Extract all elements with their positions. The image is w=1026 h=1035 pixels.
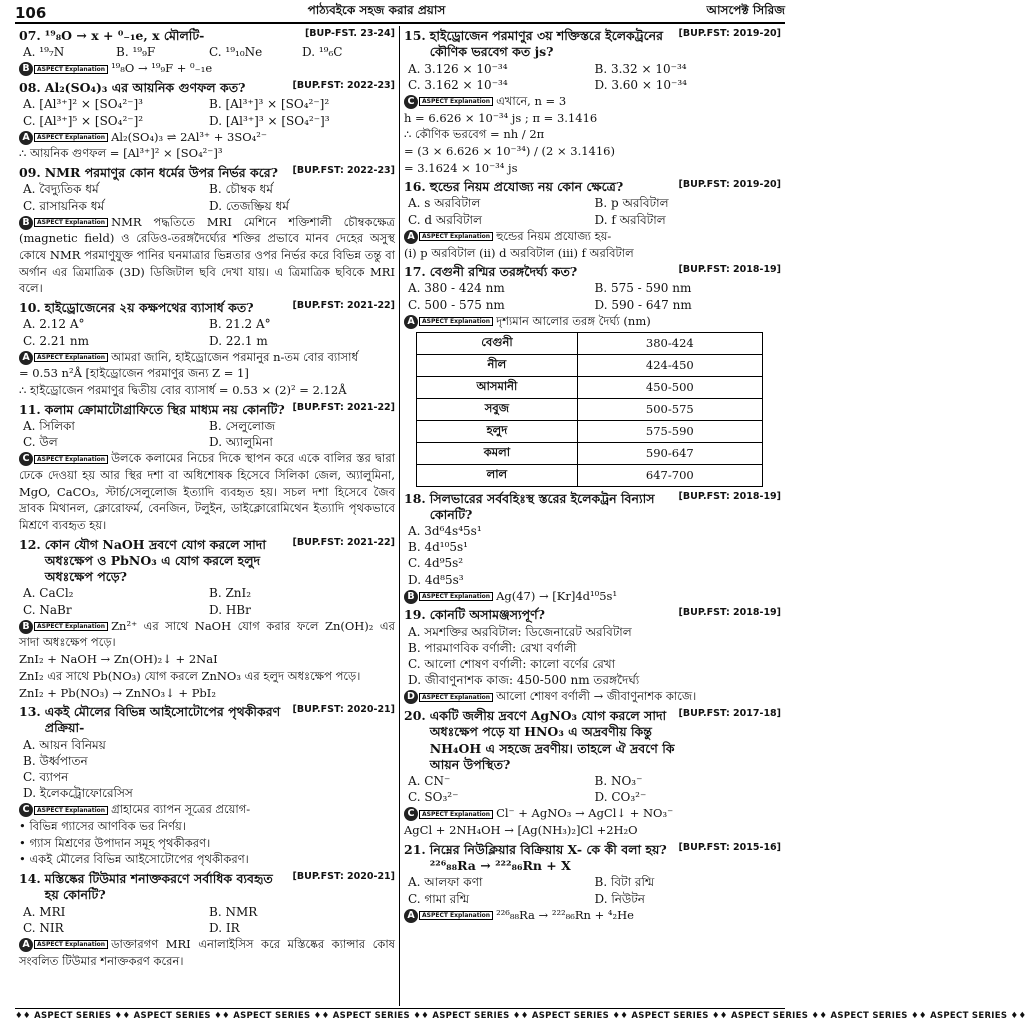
options-grid	[19, 737, 395, 802]
question-header	[404, 28, 781, 61]
explanation-text: উলকে কলামের নিচের দিকে স্থাপন করে একে বালির স্তর দ্বারা ঢেকে দেওয়া হয় আর স্থির দশা বা অধিশোষক হিসেবে সিলিকা জেল, অ্যালুমিনা, MgO, CaCO₃, স্টার্চ/সেলুলোজ ইত্যাদি ব্যবহৃত হয়। সচল দশা হিসেবে জৈব দ্রাবক মিথানল, ক্লোরোফর্ম, বেনজিন, টলুইন, ডাইক্লোরোমিথেন ইত্যাদি পৃথকভাবে মিশ্রণে ব্যবহৃত হয়।	[19, 451, 395, 533]
options-grid	[19, 44, 395, 60]
option-d: D. তেজষ্ক্রিয় ধর্ম	[209, 198, 289, 213]
options-grid	[19, 904, 395, 936]
answer-letter: C	[404, 807, 418, 821]
answer-badge	[404, 230, 493, 244]
answer-badge	[19, 351, 108, 365]
explanation-line: • গ্যাস মিশ্রণের উপাদান সমূহ পৃথকীকরণ।	[19, 835, 211, 850]
aspect-explanation-tag: ASPECT Explanation	[34, 353, 108, 362]
option-b: B. পারমাণবিক বর্ণালী: রেখা বর্ণালী	[408, 640, 577, 655]
exam-code: [BUP.FST: 2022-23]	[292, 165, 395, 177]
question-header	[404, 179, 781, 195]
option-c: C. NIR	[23, 920, 64, 935]
option-d: D. HBr	[209, 602, 251, 617]
question-block	[404, 179, 781, 261]
explanation	[404, 688, 781, 705]
explanation	[404, 313, 781, 330]
question-block	[19, 165, 395, 297]
answer-badge	[404, 95, 493, 109]
explanation-line	[19, 129, 395, 146]
option-b: B. 575 - 590 nm	[594, 281, 692, 296]
exam-code: [BUP.FST: 2018-19]	[678, 264, 781, 276]
option-c: C. ব্যাপন	[23, 770, 69, 785]
question-block	[404, 28, 781, 176]
option-b: B. ¹⁹₉F	[116, 45, 156, 60]
question-header	[19, 704, 395, 737]
question-header	[404, 842, 781, 875]
aspect-explanation-tag: ASPECT Explanation	[34, 65, 108, 74]
range-cell: 500-575	[577, 398, 762, 420]
color-cell: নীল	[417, 354, 578, 376]
explanation-text: Al₂(SO₄)₃ ⇌ 2Al³⁺ + 3SO₄²⁻	[111, 129, 267, 144]
page	[15, 0, 1026, 1035]
range-cell: 647-700	[577, 464, 762, 486]
option-a: A. 380 - 424 nm	[408, 281, 505, 296]
aspect-explanation-tag: ASPECT Explanation	[34, 622, 108, 631]
explanation-line: (i) p অরবিটাল (ii) d অরবিটাল (iii) f অরবিটাল	[404, 245, 634, 260]
explanation-line: = 0.53 n²Å [হাইড্রোজেন পরমাণুর জন্য Z = 1]	[19, 366, 249, 381]
aspect-explanation-tag: ASPECT Explanation	[419, 693, 493, 702]
question-number: 20.	[404, 708, 426, 724]
option-a: A. বৈদ্যুতিক ধর্ম	[23, 182, 99, 197]
option-a: A. 3d⁶4s⁴5s¹	[408, 524, 482, 538]
explanation-text: Ag(47) → [Kr]4d¹⁰5s¹	[496, 588, 618, 603]
question-header	[19, 402, 395, 418]
option-d: D. নিউটন	[594, 891, 645, 906]
explanation-line: ∴ হাইড্রোজেন পরমাণুর দ্বিতীয় বোর ব্যাসার্ধ = 0.53 × (2)² = 2.12Å	[19, 383, 347, 398]
option-b: B. চৌম্বক ধর্ম	[209, 182, 273, 197]
option-b: B. 4d¹⁰5s¹	[408, 540, 468, 555]
color-cell: বেগুনী	[417, 332, 578, 354]
table-row	[417, 442, 763, 464]
question-text: ¹⁹₈O → x + ⁰₋₁e, x মৌলটি-	[44, 28, 205, 43]
answer-badge	[19, 62, 108, 76]
explanation-line	[19, 801, 395, 818]
option-d: D. 22.1 m	[209, 333, 268, 348]
range-cell: 575-590	[577, 420, 762, 442]
option-d: D. 3.60 × 10⁻³⁴	[594, 77, 687, 92]
explanation-text: আমরা জানি, হাইড্রোজেন পরমানুর n-তম বোর ব্যাসার্ধ	[111, 349, 358, 364]
options-grid	[404, 195, 781, 227]
option-c: C. রাসায়নিক ধর্ম	[23, 198, 105, 213]
color-cell: লাল	[417, 464, 578, 486]
question-header	[19, 165, 395, 181]
explanation	[404, 93, 781, 176]
question-block	[19, 704, 395, 868]
explanation-line: ZnI₂ এর সাথে Pb(NO₃) যোগ করলে ZnNO₃ এর হলুদ অধঃক্ষেপ পড়ে।	[19, 668, 361, 683]
answer-badge	[19, 803, 108, 817]
explanation-text: NMR পদ্ধতিতে MRI মেশিনে শক্তিশালী চৌম্বকক্ষেত্র (magnetic field) ও রেডিও-তরঙ্গদৈর্ঘ্যের শক্তির প্রভাবে মানব দেহের অসুস্থ কোষে NMR পরমাণুযুক্ত পানির ঘনমাত্রার ভিন্নতার ওপর নির্ভর করে বিভিন্ন তন্তু বা অর্গান এর ত্রিমাত্রিক (3D) ডিজিটাল ছবি দেখা যায়। এ ত্রিমাত্রিক ছবিকে MRI বলে।	[19, 214, 395, 296]
explanation	[404, 907, 781, 924]
explanation	[404, 588, 781, 605]
answer-badge	[19, 938, 108, 952]
question-block	[404, 491, 781, 605]
question-block	[19, 300, 395, 399]
option-d: D. ইলেকট্রোফোরেসিস	[23, 786, 133, 801]
option-c: C. NaBr	[23, 602, 72, 617]
options-grid	[404, 874, 781, 906]
option-a: A. আলফা কণা	[408, 875, 483, 890]
question-text: নিম্নের নিউক্লিয়ার বিক্রিয়ায় X- কে কী বলা হয়? ²²⁶₈₈Ra → ²²²₈₆Rn + X	[429, 841, 667, 874]
options-grid	[19, 316, 395, 348]
question-text: একই মৌলের বিভিন্ন আইসোটোপের পৃথকীকরণ প্রক্রিয়া-	[44, 704, 281, 736]
exam-code: [BUP.FST: 2020-21]	[292, 871, 395, 883]
answer-letter: A	[404, 315, 418, 329]
color-cell: সবুজ	[417, 398, 578, 420]
option-c: C. 3.162 × 10⁻³⁴	[408, 77, 508, 92]
color-cell: আসমানী	[417, 376, 578, 398]
wavelength-table	[416, 332, 763, 487]
explanation-text: Cl⁻ + AgNO₃ → AgCl↓ + NO₃⁻	[496, 806, 674, 821]
options-grid	[19, 418, 395, 450]
question-number: 08.	[19, 80, 41, 96]
question-text: একটি জলীয় দ্রবণে AgNO₃ যোগ করলে সাদা অধঃক্ষেপ পড়ে যা HNO₃ এ অদ্রবণীয় কিন্তু NH₄OH এ সহজে দ্রবণীয়। তাহলে ঐ দ্রবণে কি আয়ন উপস্থিত?	[429, 708, 675, 772]
answer-badge	[404, 807, 493, 821]
footer-strip: ♦♦ ASPECT SERIES ♦♦ ASPECT SERIES ♦♦ ASPECT SERIES ♦♦ ASPECT SERIES ♦♦ ASPECT SERIES ♦♦ ASPECT SERIES ♦♦ ASPECT SERIES ♦♦ ASPECT SERIES ♦♦ ASPECT SERIES ♦♦ ASPECT SERIES ♦♦	[15, 1008, 785, 1021]
explanation-text: এখানে, n = 3	[496, 93, 567, 108]
option-a: A. সিলিকা	[23, 418, 75, 433]
explanation	[19, 214, 395, 297]
right-column	[400, 26, 785, 1006]
explanation-line	[19, 936, 395, 969]
option-c: C. 2.21 nm	[23, 333, 90, 348]
options-grid	[404, 624, 781, 689]
option-a: A. CaCl₂	[23, 586, 74, 601]
exam-code: [BUP.FST: 2021-22]	[292, 300, 395, 312]
option-a: A. ¹⁹₇N	[23, 45, 65, 60]
explanation-text: আলো শোষণ বর্ণালী → জীবাণুনাশক কাজে।	[496, 689, 697, 704]
question-text: কোন যৌগ NaOH দ্রবণে যোগ করলে সাদা অধঃক্ষেপ ও PbNO₃ এ যোগ করলে হলুদ অধঃক্ষেপ পড়ে?	[44, 536, 266, 585]
answer-letter: C	[19, 803, 33, 817]
explanation-line: AgCl + 2NH₄OH → [Ag(NH₃)₂]Cl +2H₂O	[404, 823, 638, 838]
answer-letter: C	[404, 95, 418, 109]
question-block	[404, 842, 781, 924]
option-b: B. p অরবিটাল	[594, 196, 669, 211]
question-header	[404, 708, 781, 773]
answer-badge	[19, 620, 108, 634]
options-grid	[404, 280, 781, 312]
question-number: 14.	[19, 871, 41, 887]
option-a: A. আয়ন বিনিময়	[23, 737, 106, 752]
aspect-explanation-tag: ASPECT Explanation	[419, 97, 493, 106]
question-number: 10.	[19, 300, 41, 316]
answer-letter: B	[19, 216, 33, 230]
question-number: 21.	[404, 841, 426, 857]
question-header	[404, 264, 781, 280]
series-name: আসপেক্ট সিরিজ	[706, 3, 785, 17]
table-row	[417, 376, 763, 398]
explanation-text: দৃশ্যমান আলোর তরঙ্গ দৈর্ঘ্য (nm)	[496, 313, 651, 328]
exam-code: [BUP.FST: 2019-20]	[678, 28, 781, 39]
explanation	[19, 450, 395, 533]
option-d: D. অ্যালুমিনা	[209, 435, 273, 450]
option-d: D. [Al³⁺]³ × [SO₄²⁻]³	[209, 113, 330, 128]
question-number: 11.	[19, 401, 41, 417]
explanation-line	[404, 588, 781, 605]
option-c: C. ¹⁹₁₀Ne	[209, 45, 263, 60]
aspect-explanation-tag: ASPECT Explanation	[419, 592, 493, 601]
aspect-explanation-tag: ASPECT Explanation	[419, 810, 493, 819]
explanation-text: ¹⁹₈O → ¹⁹₉F + ⁰₋₁e	[111, 61, 213, 76]
question-text: কলাম ক্রোমাটোগ্রাফিতে স্থির মাধ্যম নয় কোনটি?	[44, 401, 285, 417]
explanation-line	[404, 688, 781, 705]
explanation-text: ²²⁶₈₈Ra → ²²²₈₆Rn + ⁴₂He	[496, 907, 634, 922]
exam-code: [BUP.FST: 2021-22]	[292, 401, 395, 413]
explanation-line: h = 6.626 × 10⁻³⁴ js ; π = 3.1416	[404, 110, 598, 125]
option-c: C. 4d⁹5s²	[408, 556, 464, 571]
answer-badge	[19, 131, 108, 145]
question-header	[19, 871, 395, 904]
answer-letter: B	[404, 590, 418, 604]
table-row	[417, 420, 763, 442]
range-cell: 590-647	[577, 442, 762, 464]
option-d: D. 4d⁸5s³	[408, 572, 464, 587]
option-a: A. [Al³⁺]² × [SO₄²⁻]³	[23, 97, 143, 112]
option-d: D. 590 - 647 nm	[594, 297, 692, 312]
question-header	[404, 491, 781, 524]
exam-code: [BUP.FST: 2018-19]	[678, 490, 781, 502]
question-block	[19, 871, 395, 969]
option-c: C. [Al³⁺]⁵ × [SO₄²⁻]²	[23, 113, 144, 128]
explanation-line	[404, 228, 781, 245]
question-block	[19, 402, 395, 534]
explanation-text: হুন্ডের নিয়ম প্রযোজ্য হয়-	[496, 228, 612, 243]
option-a: A. MRI	[23, 904, 66, 919]
question-text: হাইড্রোজেনের ২য় কক্ষপথের ব্যাসার্ধ কত?	[44, 300, 254, 316]
explanation-line	[19, 349, 395, 366]
options-grid	[19, 181, 395, 213]
explanation-line: = (3 × 6.626 × 10⁻³⁴) / (2 × 3.1416)	[404, 143, 615, 158]
table-row	[417, 464, 763, 486]
question-text: কোনটি অসামঞ্জস্যপূর্ণ?	[429, 607, 545, 623]
explanation-line	[404, 313, 781, 330]
option-a: A. 3.126 × 10⁻³⁴	[408, 61, 508, 76]
page-header	[15, 0, 785, 24]
exam-code: [BUP.FST: 2018-19]	[678, 607, 781, 619]
question-number: 19.	[404, 607, 426, 623]
explanation	[19, 936, 395, 969]
option-b: B. বিটা রশ্মি	[594, 875, 655, 890]
question-text: সিলভারের সর্ববহিঃস্থ স্তরের ইলেকট্রন বিন্যাস কোনটি?	[429, 490, 655, 522]
option-c: C. আলো শোষণ বর্ণালী: কালো বর্ণের রেখা	[408, 657, 616, 672]
question-block	[19, 537, 395, 701]
answer-badge	[19, 216, 108, 230]
explanation-line	[19, 214, 395, 297]
option-b: B. NO₃⁻	[594, 774, 643, 789]
option-b: B. সেলুলোজ	[209, 418, 276, 433]
question-text: মস্তিষ্কের টিউমার শনাক্তকরণে সর্বাধিক ব্যবহৃত হয় কোনটি?	[44, 871, 273, 903]
range-cell: 424-450	[577, 354, 762, 376]
table-row	[417, 332, 763, 354]
aspect-explanation-tag: ASPECT Explanation	[419, 317, 493, 326]
answer-letter: B	[19, 620, 33, 634]
option-d: D. জীবাণুনাশক কাজ: 450-500 nm তরঙ্গদৈর্ঘ্য	[408, 673, 640, 688]
option-b: B. 21.2 A°	[209, 317, 271, 332]
color-cell: হলুদ	[417, 420, 578, 442]
question-block	[19, 28, 395, 77]
option-a: A. 2.12 A°	[23, 317, 85, 332]
color-cell: কমলা	[417, 442, 578, 464]
option-a: A. সমশক্তির অরবিটাল: ডিজেনারেট অরবিটাল	[408, 624, 632, 639]
explanation-line	[19, 618, 395, 651]
aspect-explanation-tag: ASPECT Explanation	[34, 455, 108, 464]
question-text: NMR পরমাণুর কোন ধর্মের উপর নির্ভর করে?	[44, 165, 278, 181]
aspect-explanation-tag: ASPECT Explanation	[419, 911, 493, 920]
explanation-line	[404, 907, 781, 924]
options-grid	[19, 96, 395, 128]
aspect-explanation-tag: ASPECT Explanation	[34, 806, 108, 815]
option-d: D. f অরবিটাল	[594, 212, 666, 227]
explanation	[19, 349, 395, 399]
explanation	[19, 60, 395, 77]
explanation-line: ∴ আয়নিক গুণফল = [Al³⁺]² × [SO₄²⁻]³	[19, 146, 223, 161]
table-row	[417, 354, 763, 376]
answer-letter: D	[404, 690, 418, 704]
option-d: D. ¹⁹₆C	[302, 45, 343, 60]
question-number: 16.	[404, 179, 426, 195]
answer-letter: A	[19, 938, 33, 952]
explanation-line	[404, 805, 781, 822]
question-header	[19, 80, 395, 96]
answer-badge	[404, 590, 493, 604]
options-grid	[404, 61, 781, 93]
exam-code: [BUP.FST: 2021-22]	[292, 536, 395, 548]
explanation-text: Zn²⁺ এর সাথে NaOH যোগ করার ফলে Zn(OH)₂ এর সাদা অধঃক্ষেপ পড়ে।	[19, 618, 395, 650]
answer-letter: A	[404, 230, 418, 244]
answer-letter: A	[19, 351, 33, 365]
page-tagline: পাঠ্যবইকে সহজ করার প্রয়াস	[307, 3, 446, 17]
explanation-line: • বিভিন্ন গ্যাসের আণবিক ভর নির্ণয়।	[19, 819, 186, 834]
explanation-line	[19, 60, 395, 77]
explanation-line: ZnI₂ + NaOH → Zn(OH)₂↓ + 2NaI	[19, 652, 218, 667]
option-c: C. d অরবিটাল	[408, 212, 482, 227]
options-grid	[19, 585, 395, 617]
option-c: C. গামা রশ্মি	[408, 891, 470, 906]
option-c: C. 500 - 575 nm	[408, 297, 505, 312]
explanation-line: ∴ কৌণিক ভরবেগ = nh / 2π	[404, 127, 545, 142]
explanation-line	[19, 450, 395, 533]
aspect-explanation-tag: ASPECT Explanation	[419, 232, 493, 241]
question-number: 09.	[19, 165, 41, 181]
answer-letter: A	[19, 131, 33, 145]
option-b: B. [Al³⁺]³ × [SO₄²⁻]²	[209, 97, 330, 112]
exam-code: [BUP.FST: 2015-16]	[678, 841, 781, 853]
range-cell: 380-424	[577, 332, 762, 354]
question-text: বেগুনী রশ্মির তরঙ্গদৈর্ঘ্য কত?	[429, 264, 578, 280]
option-b: B. 3.32 × 10⁻³⁴	[594, 61, 687, 76]
option-c: C. উল	[23, 435, 58, 450]
exam-code: [BUP.FST: 2022-23]	[292, 80, 395, 92]
explanation	[19, 801, 395, 868]
explanation	[19, 129, 395, 162]
question-text: হুন্ডের নিয়ম প্রযোজ্য নয় কোন ক্ষেত্রে?	[429, 179, 624, 195]
answer-letter: C	[19, 452, 33, 466]
answer-badge	[19, 452, 108, 466]
exam-code: [BUP.FST: 2019-20]	[678, 179, 781, 191]
page-number: 106	[15, 4, 47, 22]
option-a: A. s অরবিটাল	[408, 196, 481, 211]
answer-badge	[404, 315, 493, 329]
answer-badge	[404, 690, 493, 704]
exam-code: [BUP.FST: 2017-18]	[678, 708, 781, 720]
exam-code: [BUP-FST. 23-24]	[304, 28, 395, 39]
answer-letter: A	[404, 909, 418, 923]
question-header	[19, 300, 395, 316]
table-row	[417, 398, 763, 420]
explanation-line: • একই মৌলের বিভিন্ন আইসোটোপের পৃথকীকরণ।	[19, 852, 249, 867]
question-header	[19, 537, 395, 586]
explanation	[404, 805, 781, 838]
answer-letter: B	[19, 62, 33, 76]
question-text: Al₂(SO₄)₃ এর আয়নিক গুণফল কত?	[44, 80, 246, 96]
question-header	[404, 607, 781, 623]
option-c: C. SO₃²⁻	[408, 790, 459, 805]
explanation-text: ডাক্তারগণ MRI এনালাইসিস করে মস্তিষ্কের ক্যান্সার কোষ সংবলিত টিউমার শনাক্তকরণ করেন।	[19, 936, 395, 968]
answer-badge	[404, 909, 493, 923]
aspect-explanation-tag: ASPECT Explanation	[34, 133, 108, 142]
explanation-line: ZnI₂ + Pb(NO₃) → ZnNO₃↓ + PbI₂	[19, 685, 216, 700]
question-text: হাইড্রোজেন পরমাণুর ৩য় শক্তিস্তরে ইলেকট্রনের কৌণিক ভরবেগ কত js?	[429, 28, 664, 60]
question-block	[404, 264, 781, 486]
option-b: B. ZnI₂	[209, 586, 252, 601]
question-number: 18.	[404, 490, 426, 506]
aspect-explanation-tag: ASPECT Explanation	[34, 940, 108, 949]
question-block	[19, 80, 395, 162]
explanation	[404, 228, 781, 261]
options-grid	[404, 773, 781, 805]
explanation-line	[404, 93, 781, 110]
aspect-explanation-tag: ASPECT Explanation	[34, 218, 108, 227]
question-header	[19, 28, 395, 44]
options-grid	[404, 523, 781, 588]
question-number: 15.	[404, 28, 426, 43]
left-column	[15, 26, 400, 1006]
explanation	[19, 618, 395, 701]
question-block	[404, 607, 781, 705]
explanation-line: = 3.1624 × 10⁻³⁴ js	[404, 160, 518, 175]
question-number: 13.	[19, 704, 41, 720]
exam-code: [BUP.FST: 2020-21]	[292, 704, 395, 716]
option-b: B. উর্ধ্বপাতন	[23, 753, 88, 768]
option-d: D. IR	[209, 920, 240, 935]
explanation-text: গ্রাহামের ব্যাপন সূত্রের প্রয়োগ-	[111, 802, 251, 817]
option-a: A. CN⁻	[408, 774, 451, 789]
question-number: 17.	[404, 264, 426, 280]
option-d: D. CO₃²⁻	[594, 790, 647, 805]
option-b: B. NMR	[209, 904, 258, 919]
question-number: 07.	[19, 28, 41, 43]
question-number: 12.	[19, 536, 41, 552]
range-cell: 450-500	[577, 376, 762, 398]
question-block	[404, 708, 781, 839]
